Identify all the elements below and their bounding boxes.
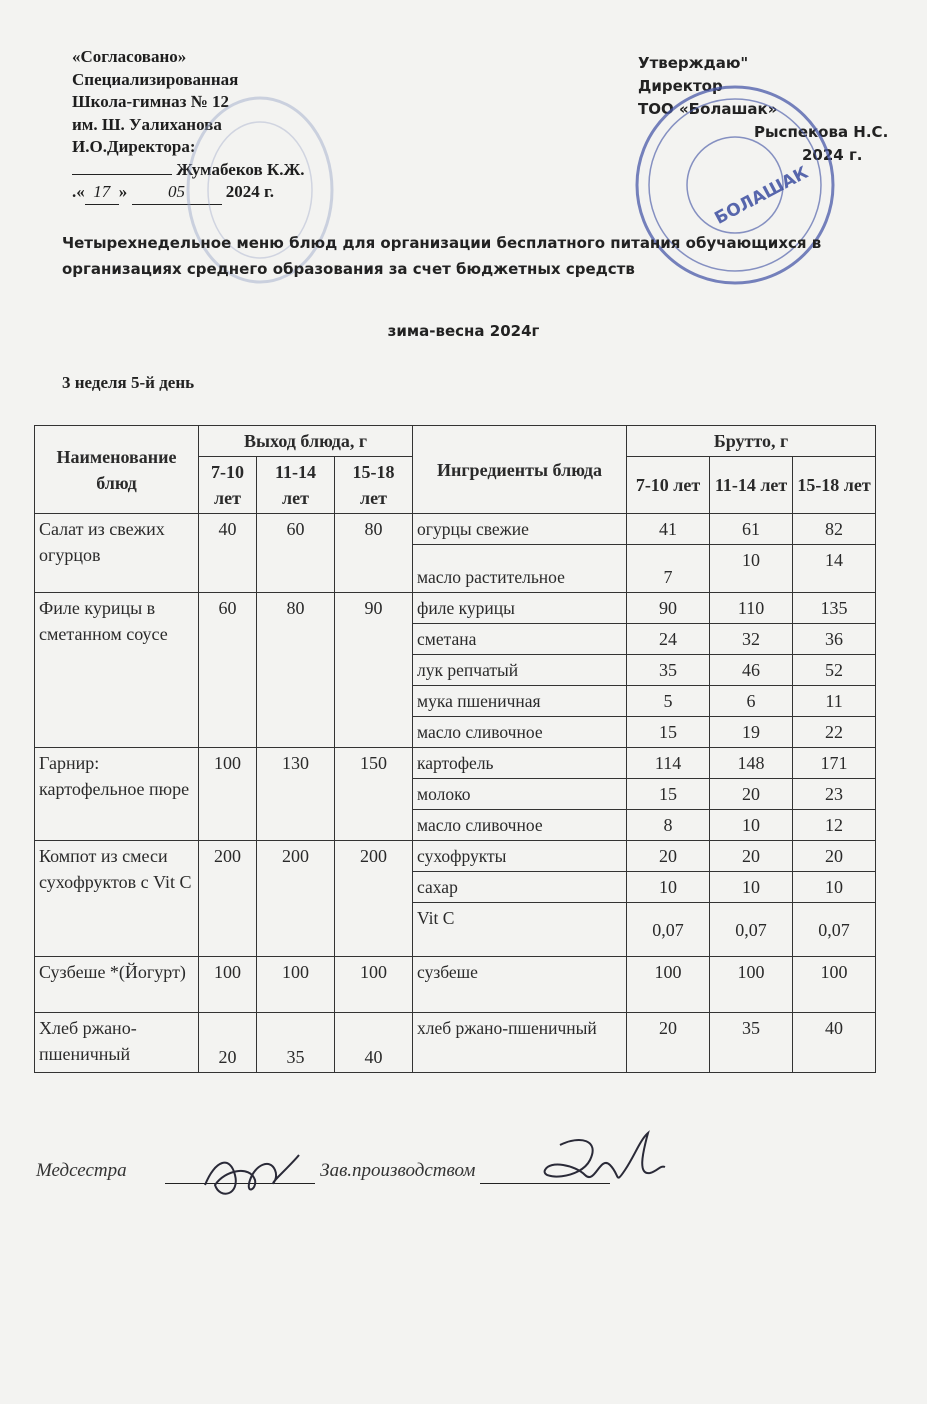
brutto-cell: 20 (793, 841, 876, 872)
confirm-name: Рыспекова Н.С. (754, 123, 889, 141)
brutto-cell: 90 (627, 593, 710, 624)
confirm-year: 2024 г. (802, 146, 863, 164)
menu-table (34, 425, 876, 1073)
brutto-cell: 10 (627, 872, 710, 903)
output-cell: 100 (257, 957, 335, 1013)
header-output: Выход блюда, г (199, 426, 413, 457)
nurse-handwritten-signature (195, 1140, 305, 1210)
brutto-cell: 100 (627, 957, 710, 1013)
brutto-cell: 20 (627, 841, 710, 872)
output-cell: 60 (257, 514, 335, 593)
header-brutto-age-11-14: 11-14 лет (710, 457, 793, 514)
brutto-cell: 52 (793, 655, 876, 686)
brutto-cell: 61 (710, 514, 793, 545)
week-day-label: 3 неделя 5-й день (62, 373, 195, 392)
header-brutto-age-7-10: 7-10 лет (627, 457, 710, 514)
ingredient-cell: масло сливочное (413, 717, 627, 748)
brutto-cell: 0,07 (710, 903, 793, 957)
dish-name-cell: Компот из смеси сухофруктов с Vit C (35, 841, 199, 957)
signature-underline (72, 174, 172, 175)
output-cell: 200 (257, 841, 335, 957)
brutto-cell: 41 (627, 514, 710, 545)
date-close-quote: » (118, 182, 128, 201)
brutto-cell: 19 (710, 717, 793, 748)
school-line-3: им. Ш. Уалиханова (72, 114, 222, 134)
header-age-7-10: 7-10 лет (199, 457, 257, 514)
output-cell: 100 (199, 957, 257, 1013)
approved-heading: «Согласовано» (72, 47, 187, 66)
stamp-company-text: БОЛАШАК (711, 162, 812, 229)
header-ingredients: Ингредиенты блюда (413, 426, 627, 514)
table-row (35, 1013, 876, 1073)
brutto-cell: 82 (793, 514, 876, 545)
brutto-cell: 100 (710, 957, 793, 1013)
confirm-heading: Утверждаю" (638, 54, 749, 72)
director-title: И.О.Директора: (72, 137, 196, 156)
ingredient-cell: сузбеше (413, 957, 627, 1013)
ingredient-cell: масло растительное (413, 545, 627, 593)
season-label: зима-весна 2024г (387, 322, 540, 340)
dish-name-cell: Филе курицы в сметанном соусе (35, 593, 199, 748)
brutto-cell: 7 (627, 545, 710, 593)
brutto-cell: 135 (793, 593, 876, 624)
brutto-cell: 32 (710, 624, 793, 655)
ingredient-cell: масло сливочное (413, 810, 627, 841)
output-cell: 200 (199, 841, 257, 957)
output-cell: 60 (199, 593, 257, 748)
brutto-cell: 11 (793, 686, 876, 717)
school-line-2: Школа-гимназ № 12 (72, 92, 230, 111)
date-open-quote: .« (72, 182, 85, 201)
manager-handwritten-signature (530, 1125, 670, 1215)
header-dish-name: Наименование блюд (35, 426, 199, 514)
table-row (35, 748, 876, 779)
output-cell: 40 (335, 1013, 413, 1073)
output-cell: 80 (257, 593, 335, 748)
brutto-cell: 22 (793, 717, 876, 748)
brutto-cell: 10 (710, 810, 793, 841)
output-cell: 20 (199, 1013, 257, 1073)
output-cell: 80 (335, 514, 413, 593)
brutto-cell: 110 (710, 593, 793, 624)
brutto-cell: 20 (710, 841, 793, 872)
brutto-cell: 15 (627, 717, 710, 748)
brutto-cell: 24 (627, 624, 710, 655)
header-age-15-18: 15-18 лет (335, 457, 413, 514)
brutto-cell: 10 (710, 872, 793, 903)
output-cell: 40 (199, 514, 257, 593)
brutto-cell: 5 (627, 686, 710, 717)
school-line-1: Специализированная (72, 69, 239, 89)
brutto-cell: 6 (710, 686, 793, 717)
brutto-cell: 0,07 (793, 903, 876, 957)
brutto-cell: 23 (793, 779, 876, 810)
dish-name-cell: Салат из свежих огурцов (35, 514, 199, 593)
brutto-cell: 114 (627, 748, 710, 779)
table-row (35, 514, 876, 545)
ingredient-cell: молоко (413, 779, 627, 810)
ingredient-cell: сметана (413, 624, 627, 655)
brutto-cell: 35 (710, 1013, 793, 1073)
ingredient-cell: мука пшеничная (413, 686, 627, 717)
ingredient-cell: хлеб ржано-пшеничный (413, 1013, 627, 1073)
date-month: 05 (132, 181, 222, 205)
output-cell: 100 (199, 748, 257, 841)
table-row (35, 841, 876, 872)
confirm-position: Директор (638, 77, 723, 95)
brutto-cell: 171 (793, 748, 876, 779)
brutto-cell: 36 (793, 624, 876, 655)
ingredient-cell: огурцы свежие (413, 514, 627, 545)
ingredient-cell: лук репчатый (413, 655, 627, 686)
brutto-cell: 8 (627, 810, 710, 841)
ingredient-cell: сахар (413, 872, 627, 903)
nurse-label: Медсестра (36, 1160, 127, 1181)
footer-signatures (36, 1160, 610, 1182)
document-title: Четырехнедельное меню блюд для организации бесплатного питания обучающихся в организациях среднего образования за счет бюджетных средств (62, 234, 822, 278)
output-cell: 130 (257, 748, 335, 841)
table-row (35, 593, 876, 624)
dish-name-cell: Хлеб ржано-пшеничный (35, 1013, 199, 1073)
ingredient-cell: филе курицы (413, 593, 627, 624)
brutto-cell: 100 (793, 957, 876, 1013)
brutto-cell: 20 (710, 779, 793, 810)
manager-label: Зав.производством (320, 1160, 476, 1181)
header-brutto-age-15-18: 15-18 лет (793, 457, 876, 514)
brutto-cell: 46 (710, 655, 793, 686)
confirm-company: ТОО «Болашак» (638, 100, 778, 118)
brutto-cell: 10 (793, 872, 876, 903)
brutto-cell: 15 (627, 779, 710, 810)
output-cell: 35 (257, 1013, 335, 1073)
ingredient-cell: сухофрукты (413, 841, 627, 872)
header-age-11-14: 11-14 лет (257, 457, 335, 514)
brutto-cell: 35 (627, 655, 710, 686)
output-cell: 100 (335, 957, 413, 1013)
date-year: 2024 г. (225, 182, 275, 201)
output-cell: 90 (335, 593, 413, 748)
dish-name-cell: Сузбеше *(Йогурт) (35, 957, 199, 1013)
brutto-cell: 10 (710, 545, 793, 593)
output-cell: 200 (335, 841, 413, 957)
output-cell: 150 (335, 748, 413, 841)
brutto-cell: 14 (793, 545, 876, 593)
brutto-cell: 20 (627, 1013, 710, 1073)
director-name: Жумабеков К.Ж. (176, 159, 305, 179)
brutto-cell: 40 (793, 1013, 876, 1073)
date-day: 17 (85, 181, 119, 205)
ingredient-cell: Vit C (413, 903, 627, 957)
brutto-cell: 148 (710, 748, 793, 779)
dish-name-cell: Гарнир: картофельное пюре (35, 748, 199, 841)
brutto-cell: 12 (793, 810, 876, 841)
brutto-cell: 0,07 (627, 903, 710, 957)
header-brutto: Брутто, г (627, 426, 876, 457)
ingredient-cell: картофель (413, 748, 627, 779)
table-row (35, 957, 876, 1013)
